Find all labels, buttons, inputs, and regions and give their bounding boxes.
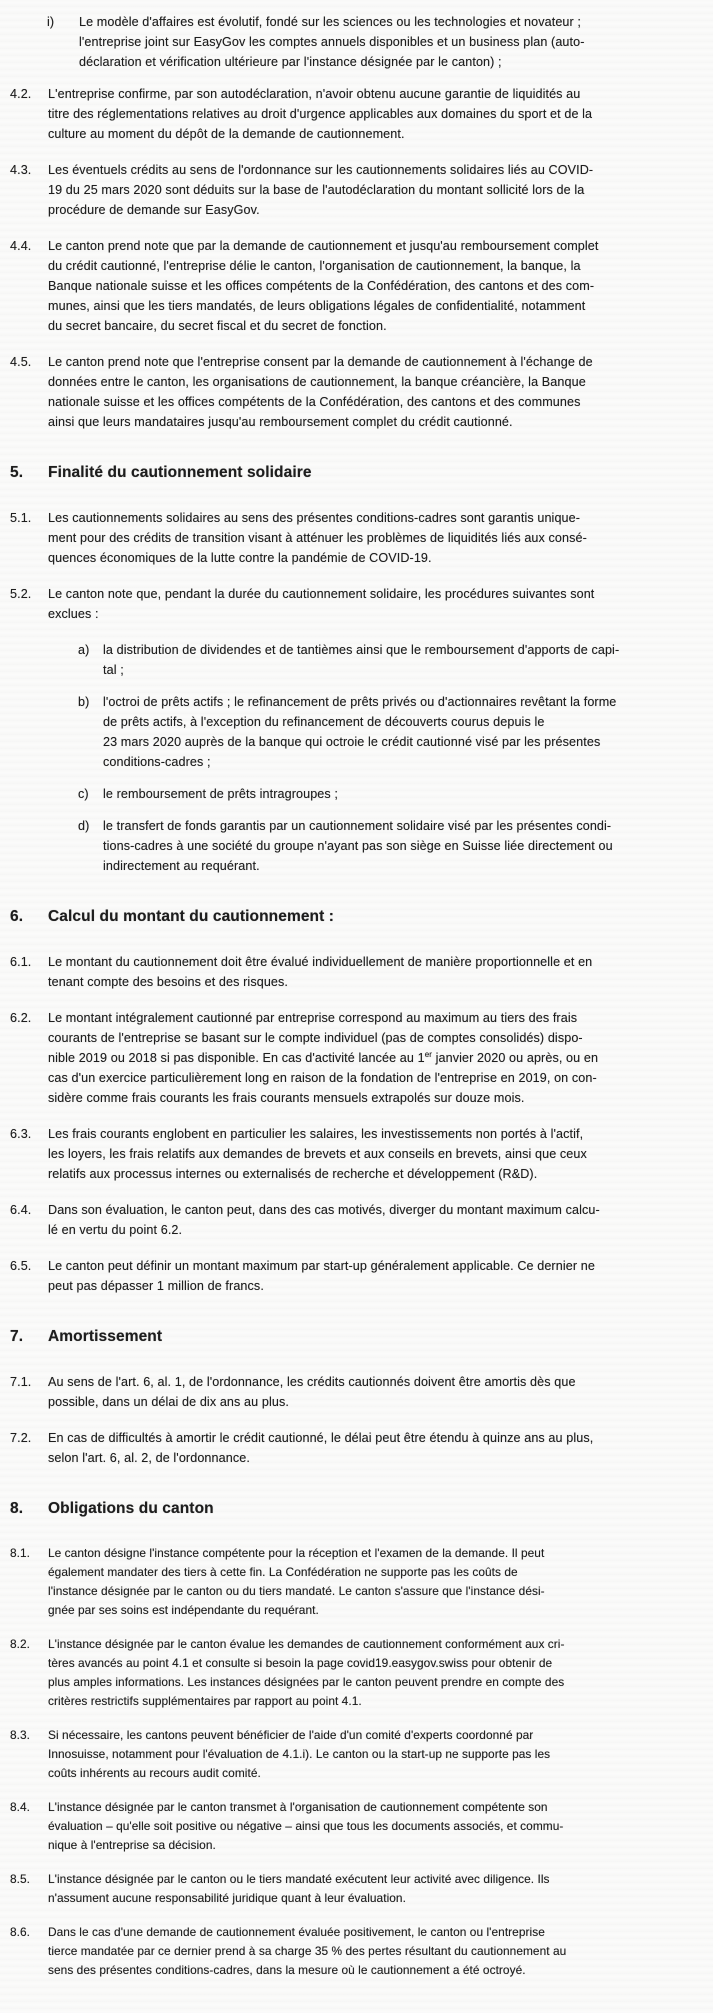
clause xyxy=(10,952,708,992)
clause-text: Dans le cas d'une demande de cautionnement évaluée positivement, le canton ou l'entreprise tierce mandatée par ce dernier prend à sa charge 35 % des pertes résultant du cautionnement au sens des présentes conditions-cadres, dans la mesure où le cautionnement a été octroyé. xyxy=(48,1925,567,1977)
list-item-text: Le modèle d'affaires est évolutif, fondé sur les sciences ou les technologies et novateur ; l'entreprise joint sur EasyGov les comptes annuels disponibles et un business plan (auto- déclaration et vérification ultérieure par l'instance désignée par le canton) ; xyxy=(79,15,585,69)
clause-number: 4.4. xyxy=(10,239,32,253)
list-item-marker: d) xyxy=(78,819,90,833)
clause-number: 5.2. xyxy=(10,587,32,601)
list-item-marker: i) xyxy=(47,15,55,29)
list-item xyxy=(10,816,708,876)
list-item-text: le transfert de fonds garantis par un cautionnement solidaire visé par les présentes condi- tions-cadres à une société du groupe n'ayant pas son siège en Suisse liée directement ou indirectement au requérant. xyxy=(103,819,613,873)
clause-text: Les cautionnements solidaires au sens des présentes conditions-cadres sont garantis unique- ment pour des crédits de transition visant à atténuer les problèmes de liquidités liés aux consé- quences économiques de la lutte contre la pandémie de COVID-19. xyxy=(48,511,587,565)
clause-number: 8.4. xyxy=(10,1800,31,1814)
clause xyxy=(10,1798,708,1855)
clause-number: 8.2. xyxy=(10,1637,31,1651)
section-number: 7. xyxy=(10,1328,24,1345)
clause xyxy=(10,1124,708,1184)
clause xyxy=(10,508,708,568)
clause-number: 4.5. xyxy=(10,355,32,369)
clause-number: 7.2. xyxy=(10,1431,32,1445)
clause-text: Si nécessaire, les cantons peuvent bénéficier de l'aide d'un comité d'experts coordonné par Innosuisse, notamment pour l'évaluation de 4.1.i). Le canton ou la start-up ne supporte pas les coûts inhérents au recours audit comité. xyxy=(48,1728,551,1780)
clause xyxy=(10,1544,708,1620)
clause-number: 6.5. xyxy=(10,1259,32,1273)
section-number: 5. xyxy=(10,464,24,481)
clause-text: Le montant intégralement cautionné par entreprise correspond au maximum au tiers des frais courants de l'entreprise se basant sur le compte individuel (pas de comptes consolidés) dispo- nible 2019 ou 2018 si pas disponible. En cas d'activité lancée au 1er janvier 2020 ou après, ou en cas d'un exercice particulièrement long en raison de la fondation de l'entreprise en 2019, on con- sidère comme frais courants les frais courants mensuels extrapolés sur douze mois. xyxy=(48,1011,599,1105)
section-title: Amortissement xyxy=(48,1328,163,1345)
clause xyxy=(10,1923,708,1980)
clause-number: 6.4. xyxy=(10,1203,32,1217)
section-heading xyxy=(10,462,708,484)
list-item-text: la distribution de dividendes et de tantièmes ainsi que le remboursement d'apports de capi- tal ; xyxy=(103,643,620,677)
clause xyxy=(10,584,708,624)
clause-text: Le canton désigne l'instance compétente pour la réception et l'examen de la demande. Il peut également mandater des tiers à cette fin. La Confédération ne supporte pas les coûts de l'instance désignée par le canton ou du tiers mandaté. Le canton s'assure que l'instance dési- gnée par ses soins est indépendante du requérant. xyxy=(48,1546,545,1617)
clause-text: Les frais courants englobent en particulier les salaires, les investissements non portés à l'actif, les loyers, les frais relatifs aux demandes de brevets et aux conseils en brevets, ainsi que ceux relatifs aux processus internes ou externalisés de recherche et développement (R&D). xyxy=(48,1127,587,1181)
clause-number: 8.5. xyxy=(10,1872,31,1886)
clause xyxy=(10,1635,708,1711)
section-title: Calcul du montant du cautionnement : xyxy=(48,908,335,925)
clause-text: Au sens de l'art. 6, al. 1, de l'ordonnance, les crédits cautionnés doivent être amortis dès que possible, dans un délai de dix ans au plus. xyxy=(48,1375,576,1409)
clause xyxy=(10,1870,708,1908)
clause-number: 4.3. xyxy=(10,163,32,177)
clause-number: 6.1. xyxy=(10,955,32,969)
clause-number: 8.6. xyxy=(10,1925,31,1939)
clause-text: Le canton peut définir un montant maximum par start-up généralement applicable. Ce dernier ne peut pas dépasser 1 million de francs. xyxy=(48,1259,595,1293)
section-heading xyxy=(10,1326,708,1348)
clause xyxy=(10,84,708,144)
clause xyxy=(10,1200,708,1240)
list-item-text: le remboursement de prêts intragroupes ; xyxy=(103,787,339,801)
clause-text: Le canton prend note que l'entreprise consent par la demande de cautionnement à l'échange de données entre le canton, les organisations de cautionnement, la banque créancière, la Banque nationale suisse et les offices compétents de la Confédération, des cantons et des communes ainsi que leurs mandataires jusqu'au remboursement complet du crédit cautionné. xyxy=(48,355,593,429)
clause-text: Le canton note que, pendant la durée du cautionnement solidaire, les procédures suivantes sont exclues : xyxy=(48,587,595,621)
section-number: 6. xyxy=(10,908,24,925)
clause-text: Le montant du cautionnement doit être évalué individuellement de manière proportionnelle et en tenant compte des besoins et des risques. xyxy=(48,955,593,989)
clause xyxy=(10,160,708,220)
clause-text: Dans son évaluation, le canton peut, dans des cas motivés, diverger du montant maximum calcu- lé en vertu du point 6.2. xyxy=(48,1203,600,1237)
clause-number: 8.1. xyxy=(10,1546,31,1560)
list-item xyxy=(10,12,708,72)
section-number: 8. xyxy=(10,1500,24,1517)
section-heading xyxy=(10,906,708,928)
clause-number: 5.1. xyxy=(10,511,32,525)
clause xyxy=(10,1372,708,1412)
clause-text: Le canton prend note que par la demande de cautionnement et jusqu'au remboursement complet du crédit cautionné, l'entreprise délie le canton, l'organisation de cautionnement, la banque, la Banque nationale suisse et les offices compétents de la Confédération, des cantons et des com- munes, ainsi que les tiers mandatés, de leurs obligations légales de confidentialité, notamment du secret bancaire, du secret fiscal et du secret de fonction. xyxy=(48,239,599,333)
clause-text: L'entreprise confirme, par son autodéclaration, n'avoir obtenu aucune garantie de liquidités au titre des réglementations relatives au droit d'urgence applicables aux domaines du sport et de la culture au moment du dépôt de la demande de cautionnement. xyxy=(48,87,593,141)
list-item-marker: b) xyxy=(78,695,90,709)
clause-number: 4.2. xyxy=(10,87,32,101)
clause-number: 6.2. xyxy=(10,1011,32,1025)
document-body xyxy=(10,12,708,1980)
list-item xyxy=(10,784,708,804)
clause-number: 6.3. xyxy=(10,1127,32,1141)
clause xyxy=(10,236,708,336)
section-title: Obligations du canton xyxy=(48,1500,214,1517)
section-heading xyxy=(10,1498,708,1520)
list-item xyxy=(10,692,708,772)
clause xyxy=(10,1428,708,1468)
clause xyxy=(10,1726,708,1783)
list-item-marker: c) xyxy=(78,787,89,801)
list-item-text: l'octroi de prêts actifs ; le refinancement de prêts privés ou d'actionnaires revêtant la forme de prêts actifs, à l'exception du refinancement de découverts courus depuis le 23 mars 2020 auprès de la banque qui octroie le crédit cautionné visé par les présentes conditions-cadres ; xyxy=(103,695,617,769)
clause-text: L'instance désignée par le canton évalue les demandes de cautionnement conformément aux cri- tères avancés au point 4.1 et consulte si besoin la page covid19.easygov.swiss pour obtenir de plus amples informations. Les instances désignées par le canton peuvent prendre en compte des critères restrictifs supplémentaires par rapport au point 4.1. xyxy=(48,1637,565,1708)
section-title: Finalité du cautionnement solidaire xyxy=(48,464,312,481)
clause xyxy=(10,352,708,432)
clause-number: 7.1. xyxy=(10,1375,32,1389)
clause-number: 8.3. xyxy=(10,1728,31,1742)
clause xyxy=(10,1008,708,1108)
clause-text: L'instance désignée par le canton ou le tiers mandaté exécutent leur activité avec diligence. Ils n'assument aucune responsabilité juridique quant à leur évaluation. xyxy=(48,1872,550,1905)
clause xyxy=(10,1256,708,1296)
list-item xyxy=(10,640,708,680)
clause-text: En cas de difficultés à amortir le crédit cautionné, le délai peut être étendu à quinze ans au plus, selon l'art. 6, al. 2, de l'ordonnance. xyxy=(48,1431,594,1465)
clause-text: Les éventuels crédits au sens de l'ordonnance sur les cautionnements solidaires liés au COVID- 19 du 25 mars 2020 sont déduits sur la base de l'autodéclaration du montant sollicité lors de la procédure de demande sur EasyGov. xyxy=(48,163,594,217)
list-item-marker: a) xyxy=(78,643,90,657)
clause-text: L'instance désignée par le canton transmet à l'organisation de cautionnement compétente son évaluation – qu'elle soit positive ou négative – ainsi que tous les documents associés, et commu- nique à l'entreprise sa décision. xyxy=(48,1800,564,1852)
